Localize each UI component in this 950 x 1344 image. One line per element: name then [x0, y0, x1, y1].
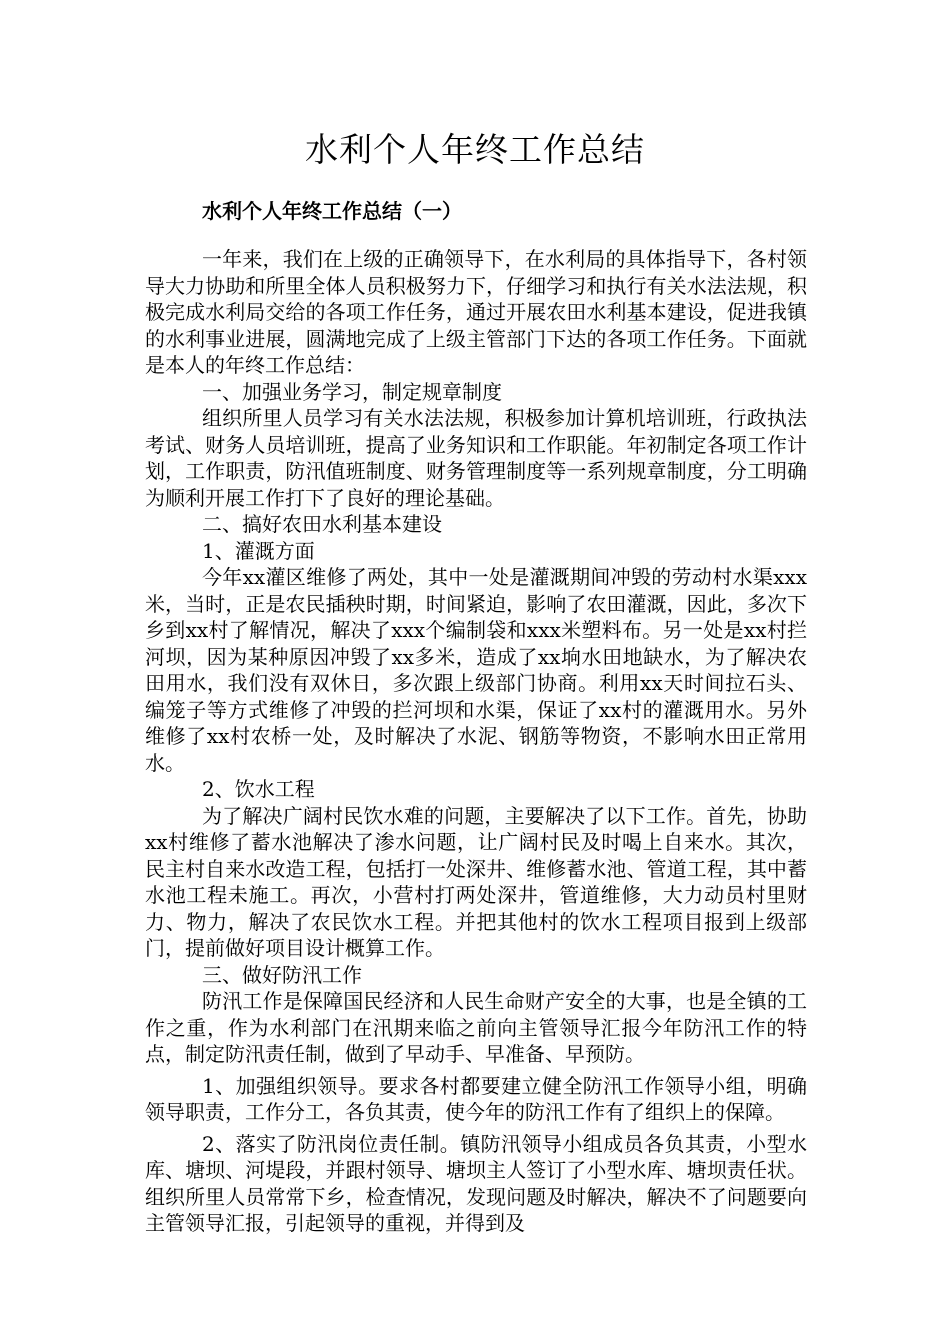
paragraph-intro: 一年来，我们在上级的正确领导下，在水利局的具体指导下，各村领导大力协助和所里全体人员积极努力下，仔细学习和执行有关水法法规，积极完成水利局交给的各项工作任务，通过开展农田水利基本建设，促进我镇的水利事业进展，圆满地完成了上级主管部门下达的各项工作任务。下面就是本人的年终工作总结： — [145, 247, 807, 377]
subsection-heading-irrigation: 1、灌溉方面 — [202, 538, 315, 563]
document-subtitle: 水利个人年终工作总结（一） — [202, 199, 462, 223]
paragraph-responsibility: 2、落实了防汛岗位责任制。镇防汛领导小组成员各负其责，小型水库、塘坝、河堤段，并跟村领导、塘坝主人签订了小型水库、塘坝责任状。组织所里人员常常下乡，检查情况，发现问题及时解决，解决不了问题要向主管领导汇报，引起领导的重视，并得到及 — [145, 1131, 807, 1235]
paragraph-flood-control: 防汛工作是保障国民经济和人民生命财产安全的大事，也是全镇的工作之重，作为水利部门在汛期来临之前向主管领导汇报今年防汛工作的特点，制定防汛责任制，做到了早动手、早准备、早预防。 — [145, 989, 807, 1066]
section-heading-3: 三、做好防汛工作 — [202, 962, 362, 987]
paragraph-drinking-water: 为了解决广阔村民饮水难的问题，主要解决了以下工作。首先，协助xx村维修了蓄水池解决了渗水问题，让广阔村民及时喝上自来水。其次，民主村自来水改造工程，包括打一处深井、维修蓄水池、管道工程，其中蓄水池工程未施工。再次，小营村打两处深井，管道维修，大力动员村里财力、物力，解决了农民饮水工程。并把其他村的饮水工程项目报到上级部门，提前做好项目设计概算工作。 — [145, 803, 807, 960]
section-heading-2: 二、搞好农田水利基本建设 — [202, 512, 442, 536]
paragraph-study: 组织所里人员学习有关水法法规，积极参加计算机培训班，行政执法考试、财务人员培训班，提高了业务知识和工作职能。年初制定各项工作计划，工作职责，防汛值班制度、财务管理制度等一系列规章制度，分工明确为顺利开展工作打下了良好的理论基础。 — [145, 406, 807, 510]
paragraph-irrigation: 今年xx灌区维修了两处，其中一处是灌溉期间冲毁的劳动村水渠xxx米，当时，正是农民插秧时期，时间紧迫，影响了农田灌溉，因此，多次下乡到xx村了解情况，解决了xxx个编制袋和xxx米塑料布。另一处是xx村拦河坝，因为某种原因冲毁了xx多米，造成了xx垧水田地缺水，为了解决农田用水，我们没有双休日，多次跟上级部门协商。利用xx天时间拉石头、编笼子等方式维修了冲毁的拦河坝和水渠，保证了xx村的灌溉用水。另外维修了xx村农桥一处，及时解决了水泥、钢筋等物资，不影响水田正常用水。 — [145, 565, 807, 775]
document-title: 水利个人年终工作总结 — [305, 130, 645, 169]
paragraph-organization: 1、加强组织领导。要求各村都要建立健全防汛工作领导小组，明确领导职责，工作分工，各负其责，使今年的防汛工作有了组织上的保障。 — [145, 1073, 807, 1124]
document-body — [145, 246, 807, 1237]
subsection-heading-drinking-water: 2、饮水工程 — [202, 777, 315, 801]
section-heading-1: 一、加强业务学习，制定规章制度 — [202, 379, 502, 404]
